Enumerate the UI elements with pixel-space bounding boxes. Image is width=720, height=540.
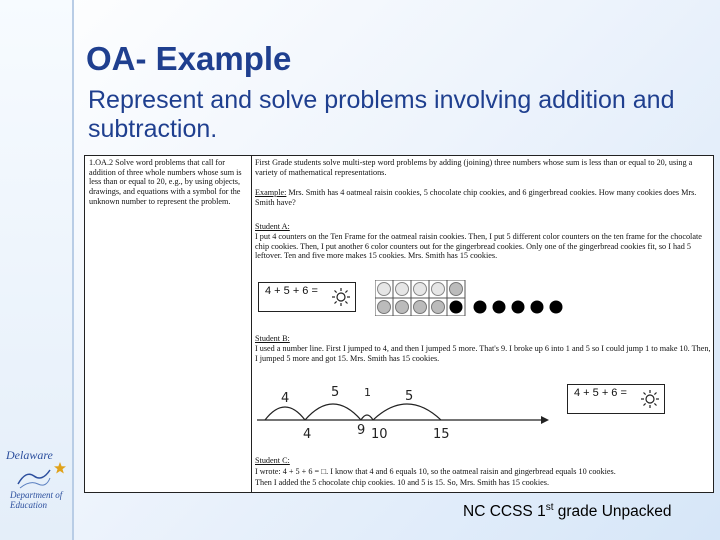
equation-box-b <box>567 384 665 414</box>
jump-label-2: 5 <box>331 385 340 400</box>
student-a-label: Student A: <box>255 222 290 231</box>
equation-text: 4 + 5 + 6 = <box>265 285 318 297</box>
example-label: Example: <box>255 188 287 197</box>
jump-label-1: 4 <box>281 391 290 406</box>
intro-text: First Grade students solve multi-step word problems by adding (joining) three numbers whose sum is less than or equal to 20, using a variety of mathematical representations. <box>255 158 693 177</box>
ten-frame <box>375 280 591 316</box>
standard-text: 1.OA.2 Solve word problems that call for addition of three whole numbers whose sum is less than or equal to 20, e.g., by using objects, drawings, and equations with a symbol for the unknown number to represent the problem. <box>89 158 242 206</box>
footer-sup: st <box>545 502 554 513</box>
number-line <box>255 380 555 444</box>
student-c-text-2: Then I added the 5 chocolate chip cookies. 10 and 5 is 15. So, Mrs. Smith has 15 cookies. <box>255 478 550 487</box>
logo-title: Delaware <box>6 448 53 462</box>
student-c-label: Student C: <box>255 456 290 465</box>
mark-label-2: 9 <box>357 423 366 438</box>
student-c-text-1: I wrote: 4 + 5 + 6 = □. I know that 4 and 6 equals 10, so the oatmeal raisin and gingerbread equals 10 cookies. <box>255 467 616 476</box>
left-sidebar <box>0 0 74 540</box>
sun-icon <box>332 288 350 306</box>
footer-main: NC CCSS 1 <box>463 503 546 521</box>
mark-label-3: 10 <box>371 427 388 442</box>
standard-column <box>85 156 252 492</box>
mark-label-4: 15 <box>433 427 450 442</box>
equation-text: 4 + 5 + 6 = <box>574 387 627 399</box>
student-a-text: I put 4 counters on the Ten Frame for the oatmeal raisin cookies. Then, I put 5 different color counters on the ten frame for the chocolate chip cookies. Then, I put another 6 color counters out for the gingerbread cookies. Only one of the gingerbread cookies fit, so I had 5 leftover. Ten and five more makes 15 cookies. Mrs. Smith has 15 cookies. <box>255 232 702 261</box>
example-text: Mrs. Smith has 4 oatmeal raisin cookies, 5 chocolate chip cookies, and 6 gingerbread cookies. How many cookies does Mrs. Smith have? <box>255 188 697 207</box>
student-b-text: I used a number line. First I jumped to 4, and then I jumped 5 more. That's 9. I broke up 6 into 1 and 5 so I could jump 1 to make 10. Then, I jumped 5 more and got 15. Mrs. Smith has 15 cookies. <box>255 344 711 363</box>
jump-label-3: 1 <box>364 386 371 399</box>
equation-box-a <box>258 282 356 312</box>
slide-title: OA- Example <box>86 40 292 77</box>
logo-subtitle: Department of Education <box>10 490 63 510</box>
document-excerpt <box>84 155 714 493</box>
sun-icon <box>641 390 659 408</box>
star-icon <box>54 462 66 474</box>
state-outline-icon <box>16 464 52 490</box>
jump-label-4: 5 <box>405 389 414 404</box>
example-paragraph <box>255 188 711 207</box>
mark-label-1: 4 <box>303 427 312 442</box>
delaware-logo <box>6 440 66 520</box>
footer-caption <box>463 502 672 521</box>
footer-rest: grade Unpacked <box>553 503 672 521</box>
slide-subtitle: Represent and solve problems involving addition and subtraction. <box>88 86 675 143</box>
student-b-label: Student B: <box>255 334 290 343</box>
